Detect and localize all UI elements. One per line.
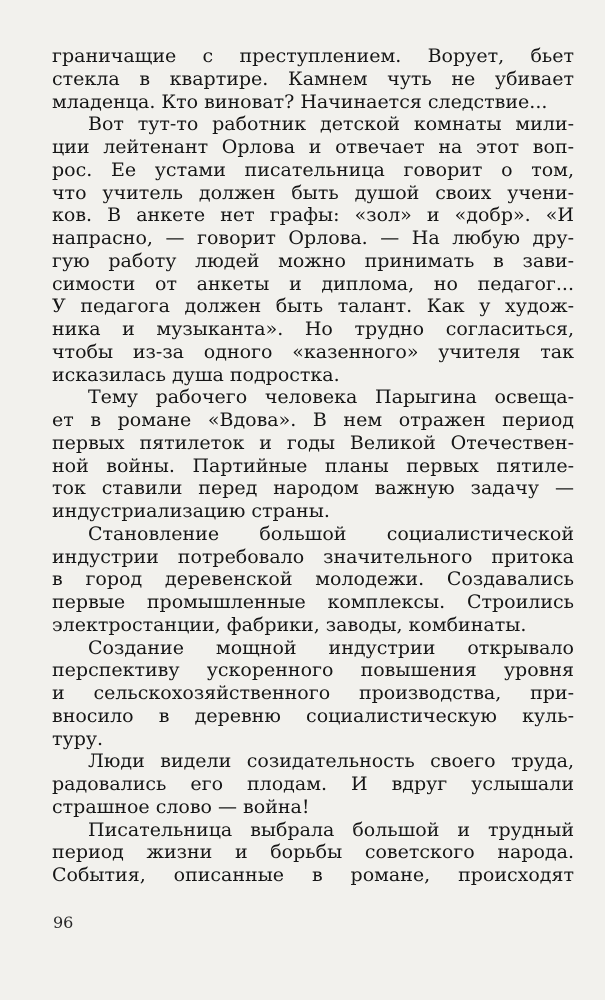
text-line: Люди видели созидательность своего труда,: [88, 750, 574, 773]
text-line: гую работу людей можно принимать в зави-: [52, 249, 574, 272]
text-line: стекла в квартире. Камнем чуть не убивает: [52, 67, 574, 90]
text-line: Тему рабочего человека Парыгина освеща-: [88, 386, 574, 409]
text-line: страшное слово — война!: [52, 795, 310, 818]
text-line: Становление большой социалистической: [88, 522, 574, 545]
text-line: чтобы из-за одного «казенного» учителя так: [52, 340, 574, 363]
text-line: индустрии потребовало значительного притока: [52, 545, 574, 568]
text-line: электростанции, фабрики, заводы, комбинаты.: [52, 613, 527, 636]
body-text: [52, 45, 574, 887]
text-line: Вот тут-то работник детской комнаты мили-: [88, 113, 574, 136]
text-line: и сельскохозяйственного производства, при-: [52, 682, 574, 704]
text-line: ника и музыканта». Но трудно согласиться,: [52, 318, 574, 340]
page-number: 96: [53, 913, 74, 932]
text-line: что учитель должен быть душой своих учени-: [52, 181, 574, 204]
text-line: Писательница выбрала большой и трудный: [88, 818, 574, 841]
text-line: симости от анкеты и диплома, но педагог...: [52, 272, 574, 295]
text-line: младенца. Кто виноват? Начинается следствие...: [52, 90, 548, 113]
text-line: Создание мощной индустрии открывало: [88, 636, 574, 659]
text-line: перспективу ускоренного повышения уровня: [52, 659, 574, 682]
text-line: ной войны. Партийные планы первых пятиле-: [52, 454, 574, 477]
text-line: в город деревенской молодежи. Создавались: [52, 568, 574, 591]
text-line: период жизни и борьбы советского народа.: [52, 841, 574, 864]
text-line: ции лейтенант Орлова и отвечает на этот воп-: [52, 136, 574, 158]
text-line: ков. В анкете нет графы: «зол» и «добр». «И: [52, 204, 574, 227]
text-line: первые промышленные комплексы. Строились: [52, 591, 574, 613]
text-line: ет в романе «Вдова». В нем отражен период: [52, 409, 574, 431]
text-line: У педагога должен быть талант. Как у худож-: [52, 295, 574, 318]
text-line: напрасно, — говорит Орлова. — На любую дру-: [52, 227, 574, 249]
text-line: граничащие с преступлением. Ворует, бьет: [52, 45, 574, 67]
text-line: исказилась душа подростка.: [52, 363, 340, 386]
text-line: индустриализацию страны.: [52, 500, 330, 522]
text-line: радовались его плодам. И вдруг услышали: [52, 773, 574, 795]
text-line: первых пятилеток и годы Великой Отечествен-: [52, 431, 574, 454]
text-line: туру.: [52, 727, 104, 750]
text-line: ток ставили перед народом важную задачу —: [52, 477, 574, 500]
text-line: вносило в деревню социалистическую куль-: [52, 704, 574, 727]
text-line: События, описанные в романе, происходят: [52, 864, 574, 886]
text-line: рос. Ее устами писательница говорит о том,: [52, 158, 574, 181]
